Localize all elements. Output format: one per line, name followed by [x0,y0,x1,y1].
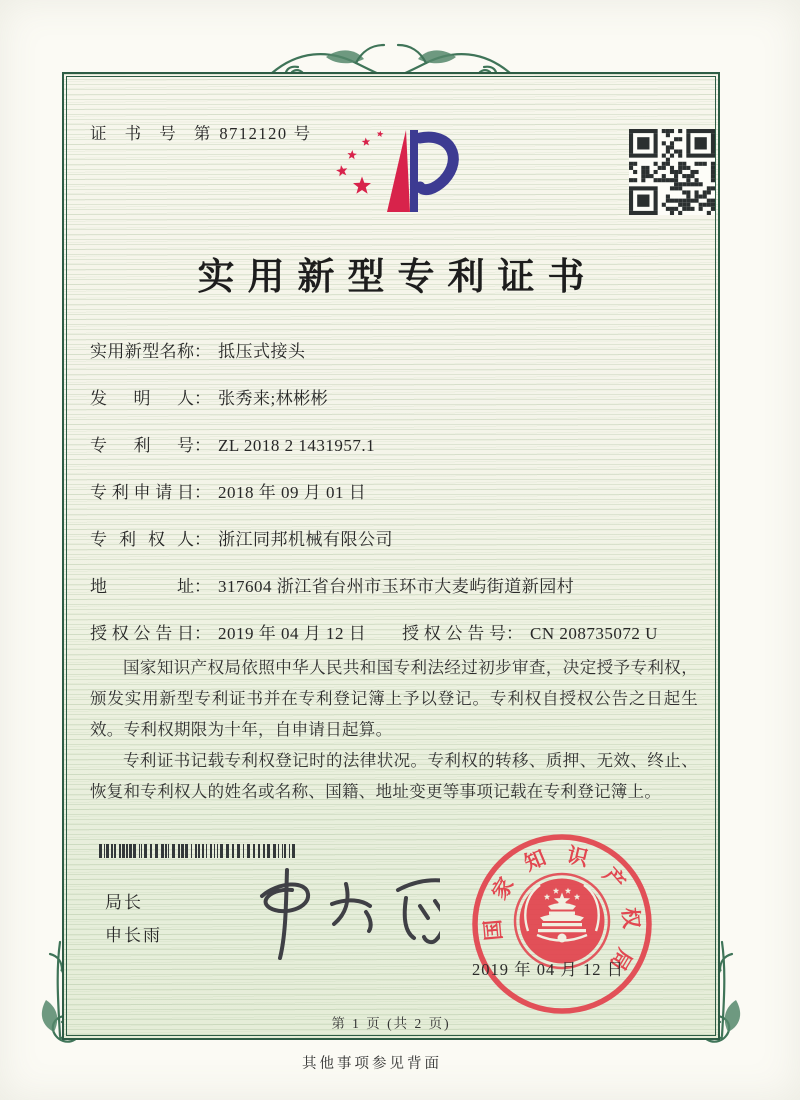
svg-text:家: 家 [487,873,519,904]
svg-text:识: 识 [564,842,591,871]
legal-paragraph-2: 专利证书记载专利权登记时的法律状况。专利权的转移、质押、无效、终止、恢复和专利权人的姓名或名称、国籍、地址变更等事项记载在专利登记簿上。 [90,751,698,801]
field-row-inventor: 发明人： 张秀来;林彬彬 [90,385,702,432]
patent-office-logo [332,126,477,226]
legal-paragraph-1: 国家知识产权局依照中华人民共和国专利法经过初步审查，决定授予专利权，颁发实用新型专利证书并在专利登记簿上予以登记。专利权自授权公告之日起生效。专利权期限为十年，自申请日起算。 [90,658,698,739]
signer-name: 申长雨 [105,926,162,945]
signer-title: 局长 [105,893,143,912]
signer-block [105,894,162,960]
signature-script [220,854,440,964]
certificate-number-value: 8712120 [219,124,288,143]
grant-date-label: 授权公告日 [90,624,194,643]
svg-text:权: 权 [617,906,644,930]
field-list [90,338,702,667]
field-row-filing-date: 专利申请日： 2018 年 09 月 01 日 [90,479,702,526]
field-label: 专利权人 [90,530,194,549]
certificate-number-label: 证 书 号 第 [90,124,218,143]
certificate-frame [62,72,720,1040]
certificate-number: 证 书 号 第 8712120 号 [90,124,311,143]
qr-code-icon [629,129,715,215]
field-label: 专利申请日 [90,483,194,502]
field-value: 张秀来;林彬彬 [218,389,329,408]
grant-number-label: 授权公告号 [402,624,506,643]
field-value: 2018 年 09 月 01 日 [218,483,367,502]
field-row-grant: 授权公告日： 2019 年 04 月 12 日 授权公告号： CN 208735072 U [90,620,702,667]
field-label: 专利号 [90,436,194,455]
seal-date: 2019 年 04 月 12 日 [471,960,625,979]
field-value: ZL 2018 2 1431957.1 [218,436,376,455]
logo-stars-icon [336,131,383,194]
field-label: 地址 [90,577,194,596]
field-row-patent-no: 专利号： ZL 2018 2 1431957.1 [90,432,702,479]
svg-text:产: 产 [598,862,631,895]
page-indicator: 第 1 页 (共 2 页) [331,1016,451,1031]
svg-text:知: 知 [520,845,550,876]
field-value: 浙江同邦机械有限公司 [218,530,393,549]
national-emblem-icon [515,874,609,968]
field-label: 实用新型名称 [90,342,194,361]
field-value: 317604 浙江省台州市玉环市大麦屿街道新园村 [218,577,575,596]
field-row-patentee: 专利权人： 浙江同邦机械有限公司 [90,526,702,573]
field-row-name: 实用新型名称： 抵压式接头 [90,338,702,385]
svg-text:局: 局 [605,944,637,975]
certificate-title: 实用新型专利证书 [197,257,598,298]
svg-text:国: 国 [480,918,507,942]
back-side-note: 其他事项参见背面 [302,1056,442,1072]
field-label: 发明人 [90,389,194,408]
official-seal [462,824,662,1024]
field-value: 抵压式接头 [218,342,306,361]
legal-text [90,652,698,807]
grant-date-value: 2019 年 04 月 12 日 [218,624,367,643]
grant-number-value: CN 208735072 U [530,624,658,643]
field-row-address: 地址： 317604 浙江省台州市玉环市大麦屿街道新园村 [90,573,702,620]
grant-number-group: 授权公告号： CN 208735072 U [402,620,658,647]
